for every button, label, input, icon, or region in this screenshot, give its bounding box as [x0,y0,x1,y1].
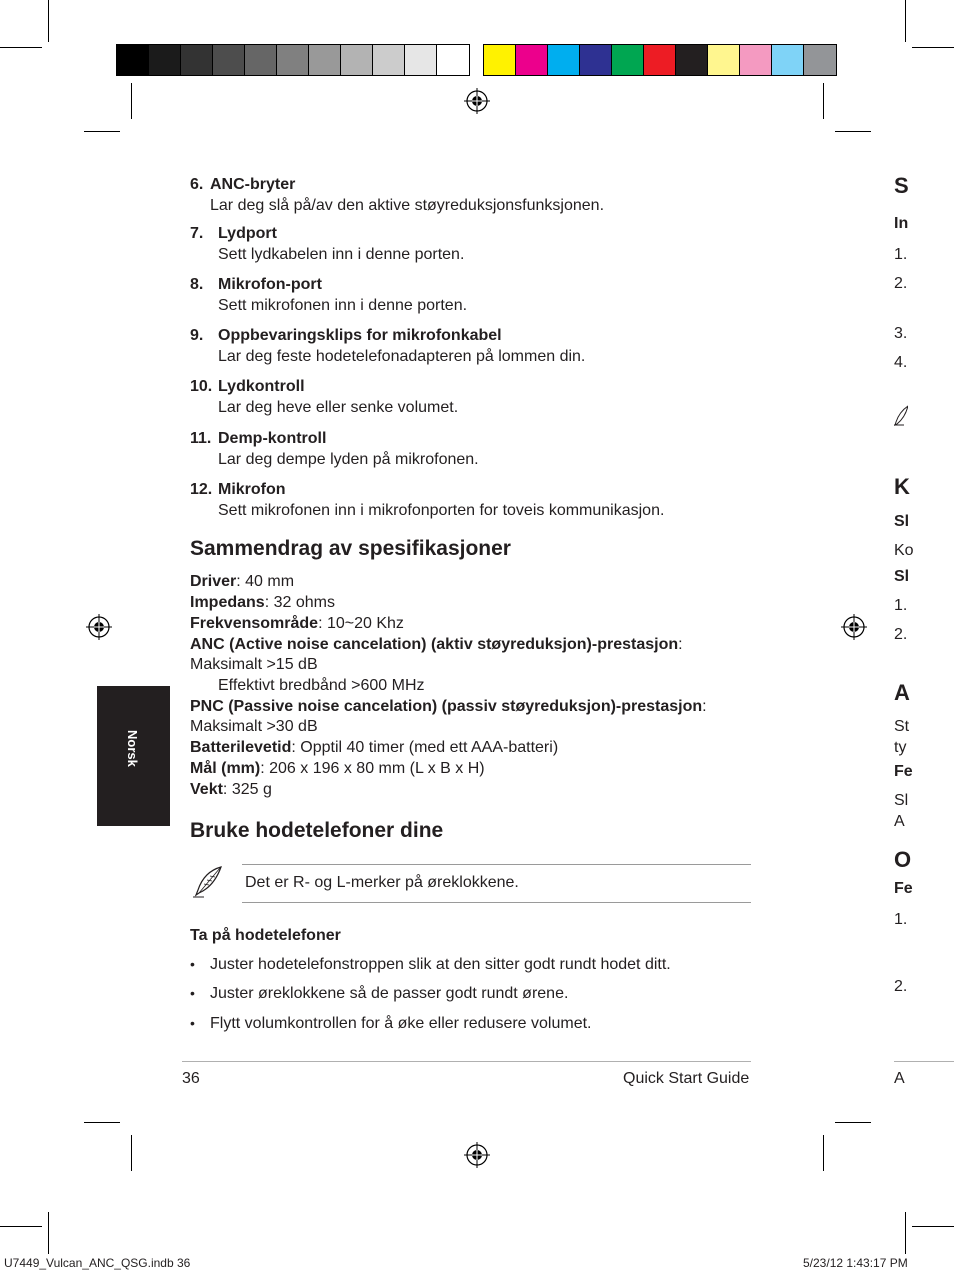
fragment-footer-text: A [894,1070,905,1087]
item-title: Lydport [218,225,277,242]
fragment-text: 2. [894,626,908,643]
spec-label: Vekt [190,781,223,798]
fragment-text: 1. [894,911,908,928]
spec-value: : [702,698,707,715]
item-description: Sett mikrofonen inn i denne porten. [218,297,468,314]
spec-value: : [678,636,683,653]
fragment-text: 1. [894,597,908,614]
spec-label: PNC (Passive noise cancelation) (passiv støyreduksjon)-prestasjon [190,698,703,715]
item-description: Lar deg slå på/av den aktive støyreduksjonsfunksjonen. [210,197,605,214]
item-description: Sett lydkabelen inn i denne porten. [218,246,465,263]
fragment-text: ty [894,739,907,756]
spec-pnc-max: Maksimalt >30 dB [190,718,318,735]
fragment-footer-rule [894,1061,954,1062]
fragment-text: 2. [894,275,908,292]
spec-value: : Opptil 40 timer (med ett AAA-batteri) [291,739,559,756]
item-title: Lydkontroll [218,378,305,395]
list-item: Flytt volumkontrollen for å øke eller redusere volumet. [210,1015,592,1032]
fragment-text: Fe [894,763,913,780]
slug-date: 5/23/12 1:43:17 PM [803,1256,908,1270]
bullet-marker: • [190,956,195,972]
fragment-text: Fe [894,880,913,897]
fragment-heading: A [894,680,910,705]
fragment-heading: S [894,173,909,198]
item-description: Sett mikrofonen inn i mikrofonporten for toveis kommunikasjon. [218,502,665,519]
usage-subheading: Ta på hodetelefoner [190,927,341,944]
item-number: 10. [190,378,213,395]
fragment-text: Sl [894,792,909,809]
item-number: 9. [190,327,204,344]
spec-value: : 40 mm [236,573,295,590]
spec-value: : 325 g [222,781,272,798]
bullet-marker: • [190,985,195,1001]
note-text: Det er R- og L-merker på øreklokkene. [245,874,519,891]
item-title: ANC-bryter [210,176,296,193]
bullet-marker: • [190,1015,195,1031]
feather-note-icon [894,404,908,426]
item-number: 6. [190,176,204,193]
spec-label: Impedans [190,594,265,611]
list-item: Juster hodetelefonstroppen slik at den sitter godt rundt hodet ditt. [210,956,671,973]
spec-label: Frekvensområde [190,615,319,632]
spec-value: : 32 ohms [264,594,335,611]
item-number: 12. [190,481,213,498]
item-title: Mikrofon-port [218,276,322,293]
fragment-text: 2. [894,978,908,995]
page-number: 36 [182,1070,200,1087]
guide-title: Quick Start Guide [623,1070,750,1087]
fragment-text: 4. [894,354,908,371]
item-title: Mikrofon [218,481,286,498]
spec-anc-max: Maksimalt >15 dB [190,656,318,673]
slug-filename: U7449_Vulcan_ANC_QSG.indb 36 [4,1256,191,1270]
spec-label: Mål (mm) [190,760,261,777]
fragment-text: A [894,813,905,830]
item-description: Lar deg heve eller senke volumet. [218,399,459,416]
usage-heading: Bruke hodetelefoner dine [190,819,444,842]
fragment-text: In [894,215,909,232]
item-number: 8. [190,276,204,293]
fragment-heading: O [894,847,912,872]
list-item: Juster øreklokkene så de passer godt rundt ørene. [210,985,569,1002]
fragment-heading: K [894,474,910,499]
spec-label: ANC (Active noise cancelation) (aktiv støyreduksjon)-prestasjon [190,636,679,653]
item-title: Oppbevaringsklips for mikrofonkabel [218,327,502,344]
fragment-text: Ko [894,542,914,559]
language-label: Norsk [125,730,140,767]
fragment-text: 1. [894,246,908,263]
specs-heading: Sammendrag av spesifikasjoner [190,537,511,560]
item-number: 7. [190,225,204,242]
item-description: Lar deg feste hodetelefonadapteren på lommen din. [218,348,586,365]
spec-anc-effective: Effektivt bredbånd >600 MHz [218,677,425,694]
fragment-text: St [894,718,910,735]
fragment-text: Sl [894,568,910,585]
spec-label: Batterilevetid [190,739,292,756]
item-description: Lar deg dempe lyden på mikrofonen. [218,451,479,468]
fragment-text: 3. [894,325,908,342]
spec-value: : 10~20 Khz [318,615,404,632]
fragment-text: Sl [894,513,910,530]
spec-label: Driver [190,573,237,590]
item-number: 11. [190,430,212,447]
spec-value: : 206 x 196 x 80 mm (L x B x H) [260,760,485,777]
item-title: Demp-kontroll [218,430,327,447]
